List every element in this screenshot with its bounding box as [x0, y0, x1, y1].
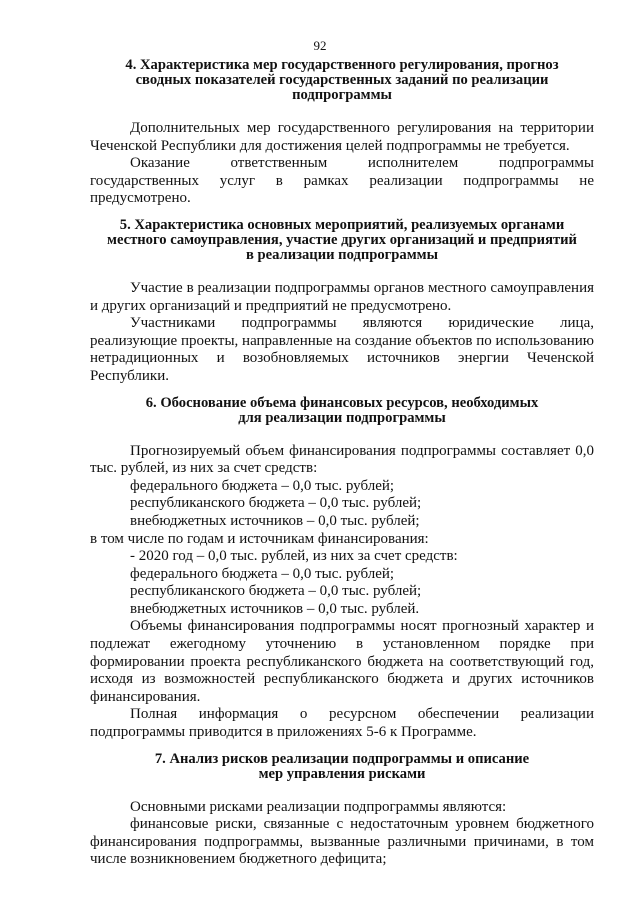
paragraph: Участие в реализации подпрограммы органов местного самоуправления и других организаций и предприятий не предусмотрено.	[90, 279, 594, 314]
heading-line: в реализации подпрограммы	[246, 246, 438, 263]
paragraph: Оказание ответственным исполнителем подпрограммы государственных услуг в рамках реализации подпрограммы не предусмотрено.	[90, 155, 594, 207]
paragraph: Прогнозируемый объем финансирования подпрограммы составляет 0,0 тыс. рублей, из них за счет средств:	[90, 442, 594, 477]
funding-line: внебюджетных источников – 0,0 тыс. рублей;	[130, 512, 420, 529]
section-5-heading	[90, 218, 594, 263]
funding-line: республиканского бюджета – 0,0 тыс. рублей;	[130, 495, 422, 512]
paragraph: Объемы финансирования подпрограммы носят прогнозный характер и подлежат ежегодному уточнению в установленном порядке при формировании проекта республиканского бюджета на соответствующий год, исходя из возможностей республиканского бюджета и других источников финансирования.	[90, 618, 594, 705]
paragraph: Участниками подпрограммы являются юридические лица, реализующие проекты, направленные на создание объектов по использованию нетрадиционных и возобновляемых источников энергии Чеченской Республики.	[90, 315, 594, 384]
funding-line: федерального бюджета – 0,0 тыс. рублей;	[130, 477, 395, 494]
heading-line: сводных показателей государственных заданий по реализации	[135, 72, 549, 88]
page-content	[90, 58, 594, 869]
funding-line: федерального бюджета – 0,0 тыс. рублей;	[130, 565, 395, 582]
heading-line: 4. Характеристика мер государственного регулирования, прогноз	[125, 57, 559, 73]
funding-line: республиканского бюджета – 0,0 тыс. рублей;	[130, 583, 422, 600]
heading-line: для реализации подпрограммы	[238, 409, 446, 426]
section-4-heading	[90, 58, 594, 103]
heading-line: подпрограммы	[292, 87, 392, 103]
section-7-heading	[90, 752, 594, 782]
paragraph: Полная информация о ресурсном обеспечении реализации подпрограммы приводится в приложениях 5-6 к Программе.	[90, 706, 594, 741]
paragraph: финансовые риски, связанные с недостаточным уровнем бюджетного финансирования подпрограммы, вызванные различными причинами, в том числе возникновением бюджетного дефицита;	[90, 816, 594, 868]
heading-line: 6. Обоснование объема финансовых ресурсов, необходимых	[145, 394, 539, 411]
paragraph: в том числе по годам и источникам финансирования:	[90, 530, 429, 547]
heading-line: 7. Анализ рисков реализации подпрограммы и описание	[154, 750, 530, 767]
paragraph: Основными рисками реализации подпрограммы являются:	[130, 798, 507, 815]
heading-line: мер управления рисками	[258, 765, 426, 782]
paragraph: Дополнительных мер государственного регулирования на территории Чеченской Республики для достижения целей подпрограммы не требуется.	[90, 120, 594, 154]
page-number: 92	[313, 38, 327, 53]
section-6-heading	[90, 396, 594, 426]
heading-line: 5. Характеристика основных мероприятий, реализуемых органами	[119, 216, 565, 233]
funding-year-line: - 2020 год – 0,0 тыс. рублей, из них за счет средств:	[130, 548, 458, 565]
heading-line: местного самоуправления, участие других организаций и предприятий	[107, 231, 577, 248]
funding-line: внебюджетных источников – 0,0 тыс. рублей.	[130, 600, 420, 617]
